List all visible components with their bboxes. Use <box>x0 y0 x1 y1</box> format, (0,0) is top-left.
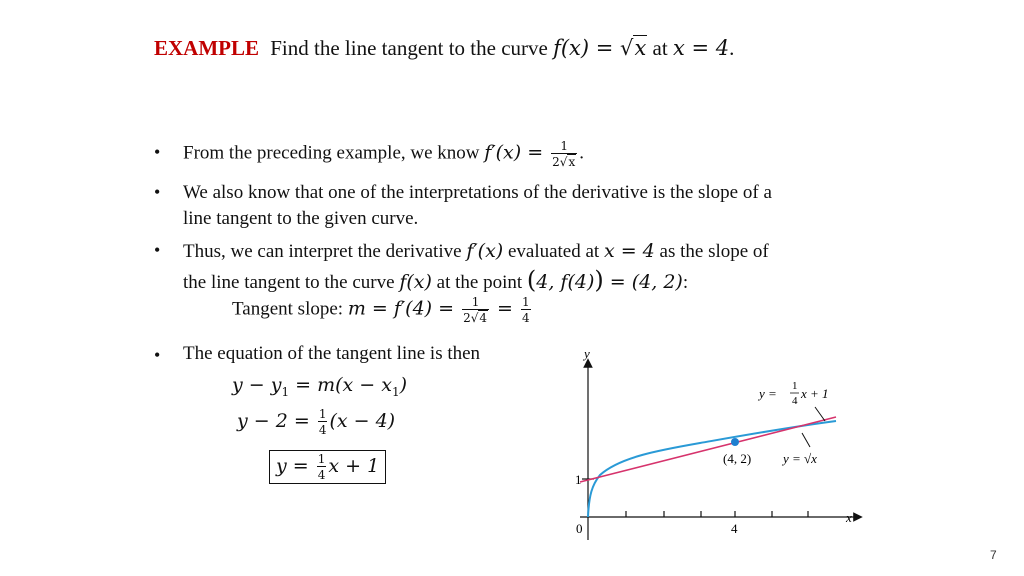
slope-label: Tangent slope: <box>232 298 344 320</box>
curve-label-pointer <box>802 433 810 447</box>
bullet-3-line-2: the line tangent to the curve f(x) at the point (4, f(4)) = (4, 2): <box>183 266 689 294</box>
f-of-x: f(x) <box>399 271 432 293</box>
bullet-4: The equation of the tangent line is then <box>183 343 481 364</box>
bullet-dot: • <box>154 240 161 260</box>
line-label-pointer <box>815 407 825 421</box>
derivative-formula: f′(x) = <box>484 141 550 164</box>
bullet-1-text: From the preceding example, we know <box>183 142 480 164</box>
bullet-2-line-2: line tangent to the given curve. <box>183 208 419 229</box>
bullet-dot: • <box>154 345 161 365</box>
bullet-1: From the preceding example, we know f′(x) = $\frac{1}{2√x}$ . <box>183 139 584 169</box>
tangent-point <box>731 438 739 446</box>
bullet-3-text-e: at the point <box>436 272 523 293</box>
curve-label: y = √x <box>783 451 817 466</box>
title-text: Find the line tangent to the curve <box>270 36 548 60</box>
final-equation-box: y = $\frac{1}{4}$ x + 1 <box>269 450 386 484</box>
sqrt-curve <box>588 421 836 517</box>
x-ticks <box>582 479 808 517</box>
substituted-equation: y − 2 = $\frac{1}{4}$ (x − 4) <box>237 407 396 437</box>
y-axis-label: y <box>584 346 590 361</box>
bullet-3-text-c: as the slope of <box>659 241 769 262</box>
line-label-prefix: y = <box>759 386 777 401</box>
x-equals-4: x = 4 <box>603 240 655 262</box>
slope-fraction-2: $\frac{1}{4}$ <box>522 295 530 325</box>
tangent-slope-line: Tangent slope: m = f′(4) = $\frac{1}{2√4}$ = $\frac{1}{4}$ <box>232 295 530 325</box>
point-expression: (4, f(4)) = (4, 2) <box>526 266 683 294</box>
title-line: EXAMPLE Find the line tangent to the curve f(x) = √x at x = 4. <box>154 36 735 60</box>
bullet-2-line-1: We also know that one of the interpretations of the derivative is the slope of a <box>183 182 772 203</box>
line-label-den: 4 <box>792 395 798 407</box>
line-label-suffix: x + 1 <box>801 386 829 401</box>
title-x-value: x = 4 <box>672 36 730 60</box>
line-label-num: 1 <box>792 380 798 392</box>
origin-label: 0 <box>576 521 583 536</box>
bullet-3 <box>183 237 769 297</box>
bullet-2 <box>183 180 772 232</box>
y-tick-label: 1 <box>575 472 582 487</box>
slope-expression: m = f′(4) = <box>347 297 461 320</box>
bullet-3-text-a: Thus, we can interpret the derivative <box>183 241 462 262</box>
x-tick-label: 4 <box>731 521 738 536</box>
slope-fraction-1: $\frac{1}{2√4}$ <box>463 295 488 325</box>
x-axis-label: x <box>846 510 852 525</box>
tangent-line <box>580 417 836 482</box>
bullet-dot: • <box>154 142 161 162</box>
bullet-3-text-d: the line tangent to the curve <box>183 272 395 293</box>
derivative-symbol: f′(x) <box>466 240 504 262</box>
slide-number: 7 <box>990 548 997 562</box>
bullet-dot: • <box>154 182 161 202</box>
point-label: (4, 2) <box>723 451 752 466</box>
example-label: EXAMPLE <box>154 36 259 60</box>
point-slope-equation: $y - y_1 = m(x - x_1)$ <box>232 374 408 399</box>
title-function: f(x) = √x <box>553 36 647 60</box>
derivative-fraction: $\frac{1}{2√x}$ <box>552 139 576 169</box>
bullet-3-line-1 <box>183 237 769 266</box>
bullet-3-text-b: evaluated at <box>507 241 600 262</box>
title-at: at <box>652 36 668 60</box>
tangent-graph <box>540 345 880 545</box>
